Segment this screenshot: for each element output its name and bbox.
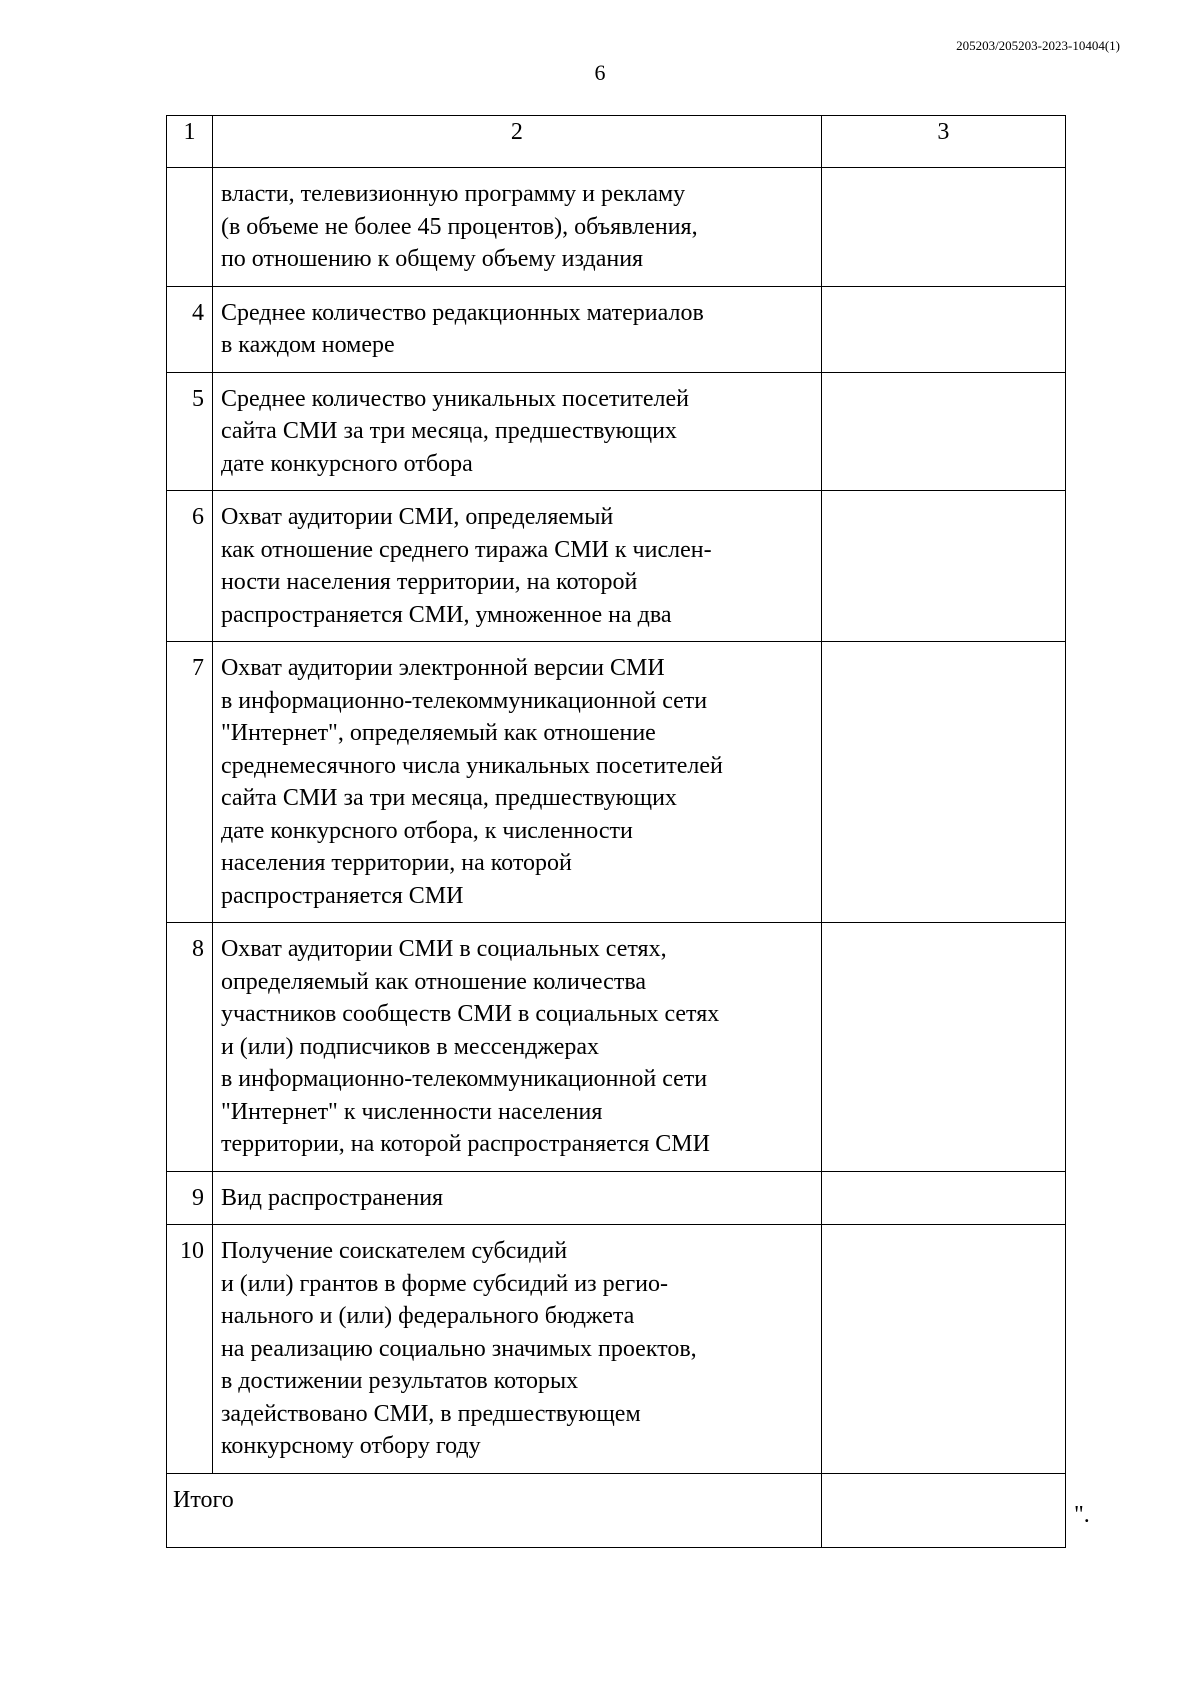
criterion-text-line: в каждом номере: [220, 332, 395, 358]
row-criterion: [212, 1225, 821, 1474]
table-row: [167, 923, 1066, 1172]
column-header-2: 2: [212, 116, 821, 168]
row-score-cell: [821, 642, 1065, 923]
criterion-text-line: Среднее количество уникальных посетителей: [220, 385, 689, 412]
row-score-cell: [821, 923, 1065, 1172]
criterion-text-line: сайта СМИ за три месяца, предшествующих: [220, 785, 677, 811]
criterion-text-line: в информационно-телекоммуникационной сети: [220, 1066, 708, 1092]
criterion-text-line: и (или) подписчиков в мессенджерах: [220, 1033, 599, 1060]
criterion-text-line: на реализацию социально значимых проектов,: [220, 1335, 697, 1362]
criterion-text-line: распространяется СМИ, умноженное на два: [220, 601, 672, 628]
page-number: 6: [594, 60, 606, 85]
criterion-text-line: среднемесячного числа уникальных посетителей: [220, 752, 723, 779]
closing-quote-mark: ".: [1074, 1502, 1090, 1528]
criterion-text-line: Получение соискателем субсидий: [220, 1238, 568, 1264]
document-id: 205203/205203-2023-10404(1): [956, 38, 1120, 53]
criterion-text-line: по отношению к общему объему издания: [220, 246, 644, 272]
criteria-table: [166, 115, 1066, 1548]
row-criterion: [212, 1171, 821, 1225]
criterion-text-line: Охват аудитории электронной версии СМИ: [220, 655, 665, 681]
column-header-1: 1: [167, 116, 213, 168]
table-row: [167, 1171, 1066, 1225]
criterion-text-line: власти, телевизионную программу и рекламу: [220, 181, 686, 207]
row-score-cell: [821, 372, 1065, 491]
table-row: [167, 286, 1066, 372]
criterion-text-line: в достижении результатов которых: [220, 1368, 579, 1394]
row-number: 8: [167, 923, 213, 1172]
row-score-cell: [821, 1171, 1065, 1225]
criterion-text-line: нального и (или) федерального бюджета: [220, 1303, 635, 1329]
criterion-text-line: сайта СМИ за три месяца, предшествующих: [220, 418, 677, 444]
criterion-text-line: населения территории, на которой: [220, 850, 572, 876]
row-number: 9: [167, 1171, 213, 1225]
criterion-text-line: Среднее количество редакционных материалов: [220, 299, 704, 326]
criterion-text-line: участников сообществ СМИ в социальных сетях: [220, 1001, 720, 1027]
criterion-text-line: Охват аудитории СМИ в социальных сетях,: [220, 936, 667, 962]
criterion-text-line: Вид распространения: [220, 1184, 444, 1211]
total-value-cell: [821, 1473, 1065, 1547]
criterion-text-line: Охват аудитории СМИ, определяемый: [220, 504, 614, 530]
table-row: [167, 372, 1066, 491]
row-criterion: [212, 168, 821, 287]
criterion-text-line: "Интернет", определяемый как отношение: [220, 720, 656, 746]
table-row: [167, 642, 1066, 923]
row-score-cell: [821, 286, 1065, 372]
criterion-text-line: "Интернет" к численности населения: [220, 1098, 603, 1125]
criterion-text-line: задействовано СМИ, в предшествующем: [220, 1400, 641, 1427]
row-criterion: [212, 286, 821, 372]
table-row: [167, 491, 1066, 642]
criterion-text-line: и (или) грантов в форме субсидий из регио-: [220, 1270, 668, 1297]
row-number: 4: [167, 286, 213, 372]
row-number: 10: [167, 1225, 213, 1474]
row-score-cell: [821, 168, 1065, 287]
row-criterion: [212, 372, 821, 491]
total-label: Итого: [167, 1473, 822, 1547]
row-number: 6: [167, 491, 213, 642]
row-number: 7: [167, 642, 213, 923]
criterion-text-line: как отношение среднего тиража СМИ к числен-: [220, 536, 712, 563]
row-score-cell: [821, 491, 1065, 642]
criterion-text-line: (в объеме не более 45 процентов), объявления,: [220, 213, 698, 240]
criterion-text-line: конкурсному отбору году: [220, 1433, 481, 1459]
total-row: [167, 1473, 1066, 1547]
row-criterion: [212, 491, 821, 642]
row-number: [167, 168, 213, 287]
row-criterion: [212, 642, 821, 923]
criterion-text-line: распространяется СМИ: [220, 882, 464, 909]
table-header-row: [167, 116, 1066, 168]
row-score-cell: [821, 1225, 1065, 1474]
criterion-text-line: в информационно-телекоммуникационной сети: [220, 687, 708, 714]
criterion-text-line: определяемый как отношение количества: [220, 968, 646, 995]
criterion-text-line: территории, на которой распространяется СМИ: [220, 1131, 710, 1157]
row-number: 5: [167, 372, 213, 491]
criterion-text-line: ности населения территории, на которой: [220, 569, 638, 595]
row-criterion: [212, 923, 821, 1172]
criterion-text-line: дате конкурсного отбора: [220, 450, 473, 477]
table-row: [167, 1225, 1066, 1474]
column-header-3: 3: [821, 116, 1065, 168]
criterion-text-line: дате конкурсного отбора, к численности: [220, 817, 633, 844]
table-row: [167, 168, 1066, 287]
